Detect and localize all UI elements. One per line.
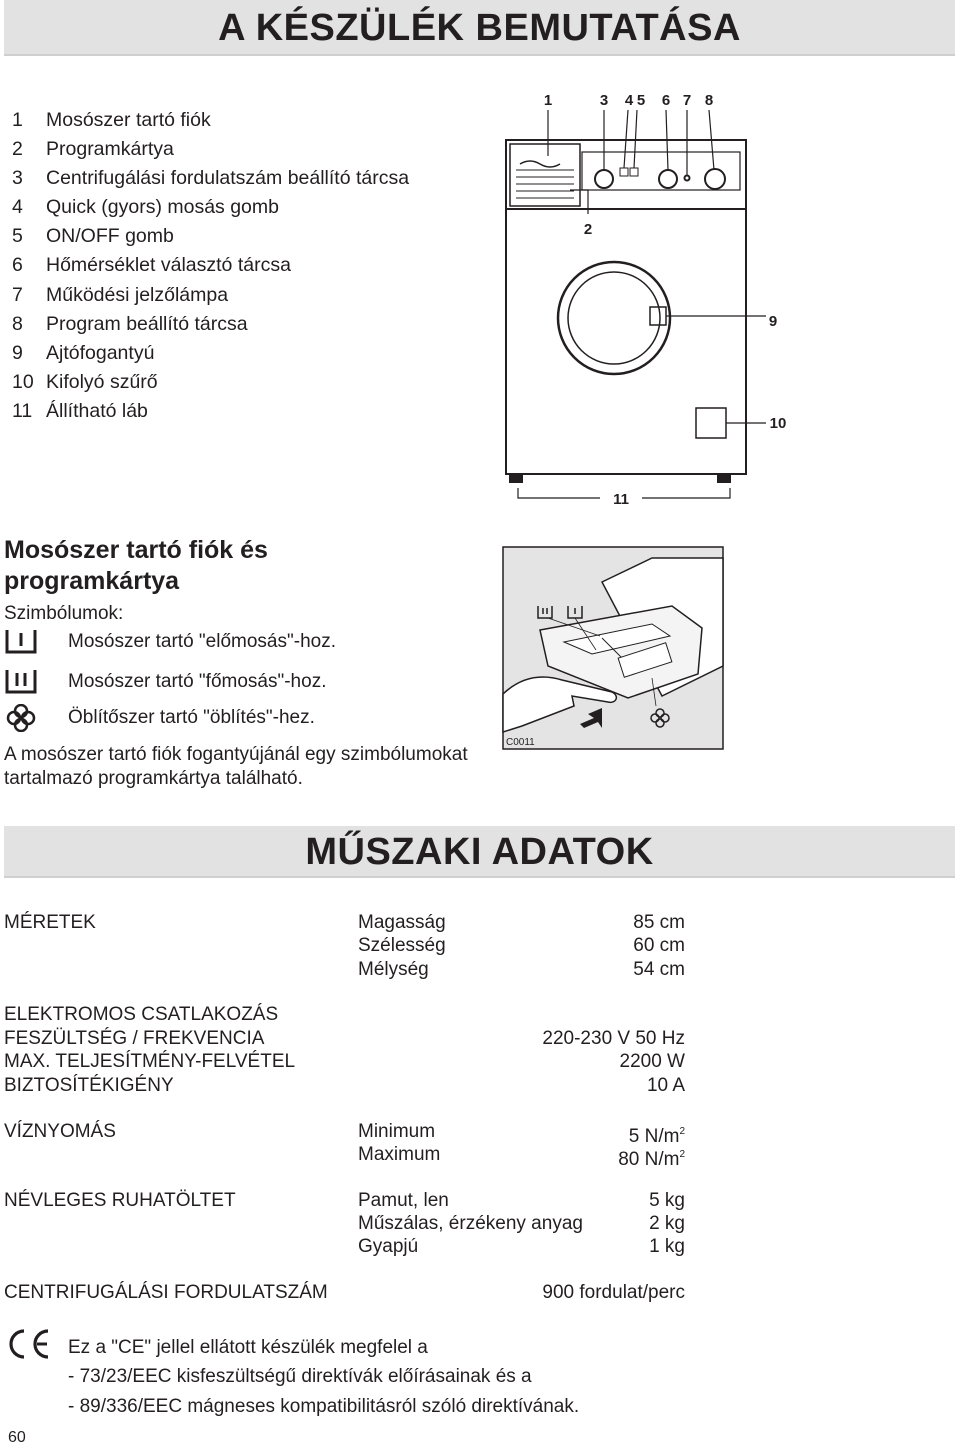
item-number: 4 [12,196,23,219]
spec-group-label: CENTRIFUGÁLÁSI FORDULATSZÁM [4,1282,328,1303]
spec-group-label: NÉVLEGES RUHATÖLTET [4,1190,236,1211]
spec-group-label: ELEKTROMOS CSATLAKOZÁS [4,1004,279,1025]
item-label: Hőmérséklet választó tárcsa [46,254,291,277]
spec-value: 60 cm [633,935,685,956]
item-number: 3 [12,167,23,190]
ce-directive: - 73/23/EEC kisfeszültségű direktívák előírásainak és a [68,1366,532,1387]
symbol-text: Öblítőszer tartó "öblítés"-hez. [68,707,315,728]
spec-name: Pamut, len [358,1190,449,1211]
item-number: 6 [12,254,23,277]
spec-value: 2 kg [649,1213,685,1234]
symbol-text: Mosószer tartó "főmosás"-hoz. [68,671,327,692]
prewash-compartment-icon [4,628,38,656]
item-label: Ajtófogantyú [46,341,155,364]
callout-1: 1 [543,92,553,109]
porthole-door [558,262,670,374]
callout-9: 9 [768,313,778,330]
item-number: 9 [12,341,23,364]
foot [718,474,730,482]
symbols-label: Szimbólumok: [4,603,124,624]
ce-mark-logo [4,1327,54,1361]
spec-name: Mélység [358,959,429,980]
callout-10: 10 [769,415,787,432]
symbol-text: Mosószer tartó "előmosás"-hoz. [68,631,336,652]
list-item [12,222,409,251]
callout-6: 6 [661,92,671,109]
spec-value: 2200 W [619,1051,685,1072]
list-item [12,368,409,397]
spec-group-label: VÍZNYOMÁS [4,1121,116,1142]
item-number: 2 [12,138,23,161]
section-heading: MŰSZAKI ADATOK [4,826,955,878]
callout-11: 11 [613,491,629,508]
page-title: A KÉSZÜLÉK BEMUTATÁSA [4,0,955,56]
figure-code: C0011 [506,737,535,748]
filter-cover [696,408,726,438]
callout-3: 3 [599,92,609,109]
item-number: 7 [12,283,23,306]
callout-4: 4 [624,92,634,109]
spec-value: 54 cm [633,959,685,980]
item-label: Állítható láb [46,399,148,422]
foot [510,474,522,482]
list-item [12,397,409,426]
spin-dial [595,170,613,188]
spec-name: Gyapjú [358,1236,419,1257]
list-item [12,251,409,280]
list-item [12,135,409,164]
quick-button [620,168,628,176]
list-item [12,339,409,368]
callout-7: 7 [682,92,692,109]
item-label: Működési jelzőlámpa [46,283,229,306]
list-item [12,281,409,310]
drawer-illustration [502,546,724,750]
mainwash-compartment-icon [4,668,38,696]
list-item [12,310,409,339]
program-card-note: A mosószer tartó fiók fogantyújánál egy szimbólumokat tartalmazó programkártya található. [4,744,468,789]
spec-name: Szélesség [358,935,446,956]
value-text: 80 N/m [618,1149,680,1170]
temperature-dial [659,170,677,188]
spec-name: Minimum [358,1121,436,1142]
spec-name: Maximum [358,1144,441,1165]
item-number: 10 [12,370,34,393]
callout-8: 8 [704,92,714,109]
list-item [12,106,409,135]
spec-group-label: MÉRETEK [4,912,96,933]
spec-name: Műszálas, érzékeny anyag [358,1213,583,1234]
list-item [12,193,409,222]
indicator-lamp [685,176,690,181]
washing-machine-diagram [496,86,800,510]
spec-name: BIZTOSÍTÉKIGÉNY [4,1075,174,1096]
value-text: 5 N/m [628,1126,680,1147]
value-superscript: 2 [679,1126,685,1137]
section-title: Mosószer tartó fiók és programkártya [4,536,268,595]
spec-value: 10 A [646,1075,685,1096]
spec-name: FESZÜLTSÉG / FREKVENCIA [4,1028,265,1049]
spec-name: MAX. TELJESÍTMÉNY-FELVÉTEL [4,1051,296,1072]
callout-2: 2 [583,221,593,238]
onoff-button [630,168,638,176]
item-number: 11 [12,399,33,422]
spec-value: 5 kg [649,1190,685,1211]
door-handle [650,307,666,325]
program-dial [705,169,725,189]
spec-value [500,1143,685,1172]
ce-statement: Ez a "CE" jellel ellátott készülék megfelel a [68,1337,428,1358]
spec-name: Magasság [358,912,446,933]
spec-value: 85 cm [633,912,685,933]
item-number: 8 [12,312,23,335]
callout-5: 5 [636,92,646,109]
spec-value: 1 kg [649,1236,685,1257]
item-label: Program beállító tárcsa [46,312,248,335]
item-number: 5 [12,225,23,248]
item-label: Mosószer tartó fiók [46,109,211,131]
item-label: Quick (gyors) mosás gomb [46,196,279,219]
ce-directive: - 89/336/EEC mágneses kompatibilitásról szóló direktívának. [68,1396,580,1417]
spec-value: 220-230 V 50 Hz [542,1028,685,1049]
value-superscript: 2 [679,1149,685,1160]
list-item [12,164,409,193]
item-number: 1 [12,109,23,131]
spec-value: 900 fordulat/perc [542,1282,685,1303]
item-label: ON/OFF gomb [46,225,174,248]
softener-flower-icon [4,704,38,732]
item-label: Kifolyó szűrő [46,370,158,393]
item-label: Centrifugálási fordulatszám beállító tárcsa [46,167,410,190]
detergent-drawer [510,144,580,206]
parts-list [12,106,409,426]
item-label: Programkártya [46,138,174,161]
page-number: 60 [8,1429,26,1446]
